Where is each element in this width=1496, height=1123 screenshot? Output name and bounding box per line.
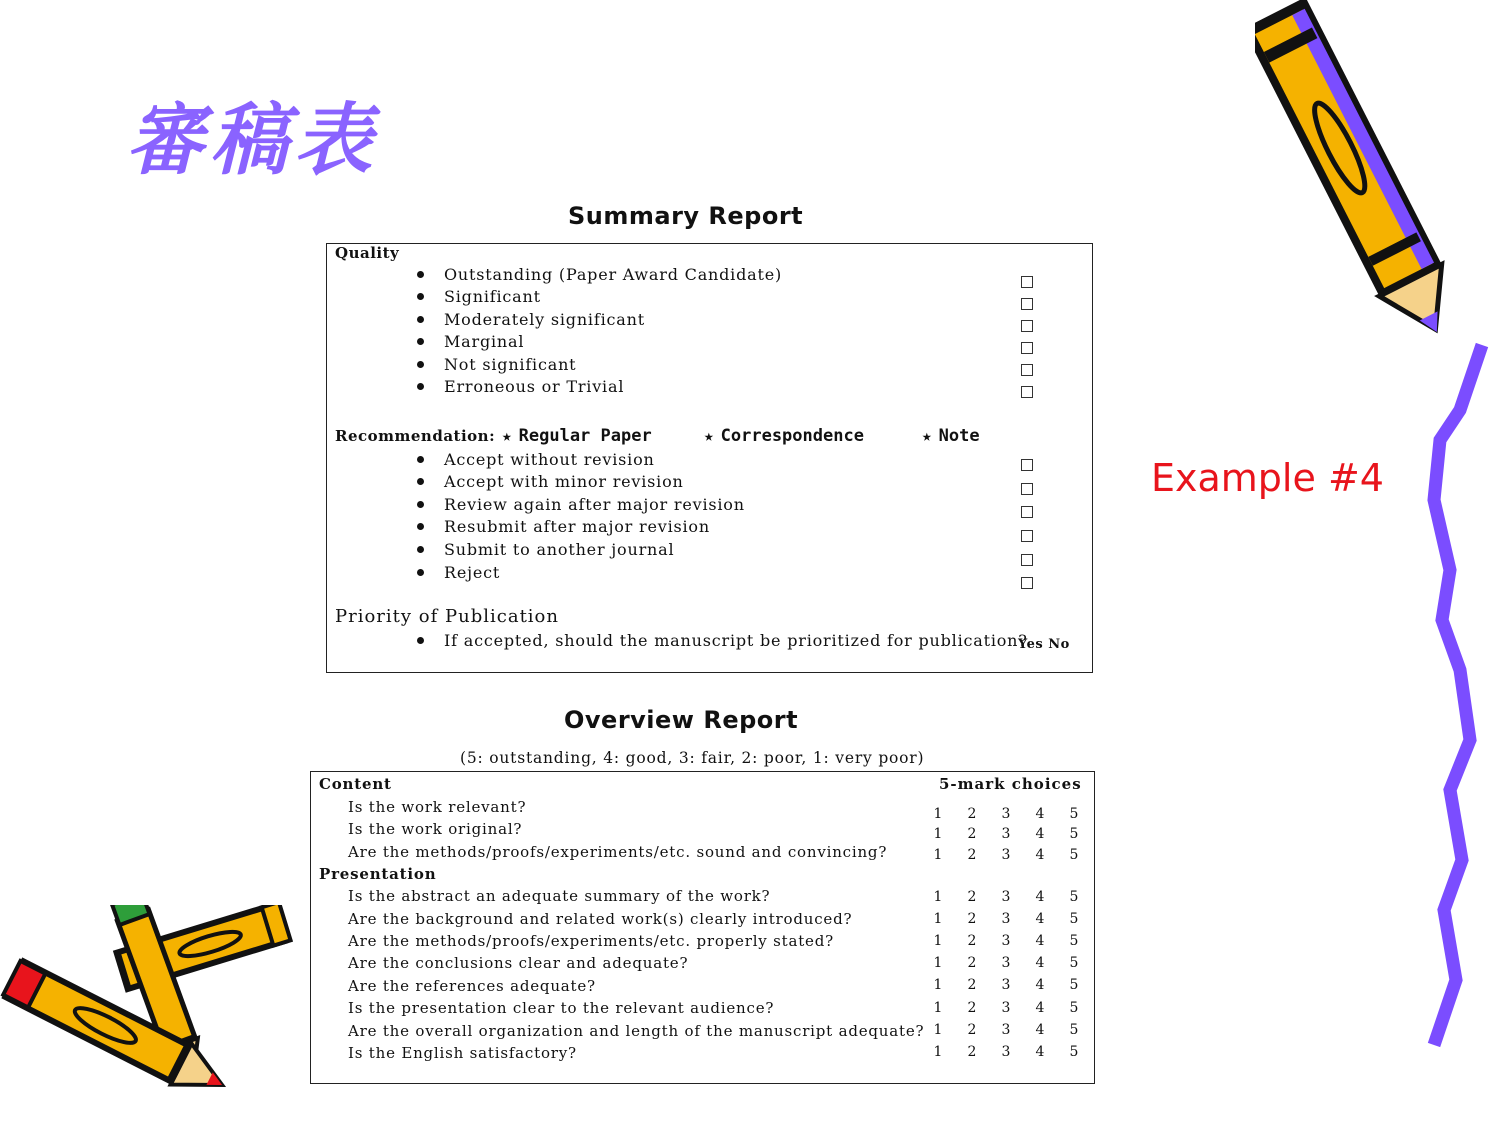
presentation-heading: Presentation — [319, 865, 437, 883]
rating-choices[interactable]: 1 2 3 4 5 — [933, 955, 1079, 971]
presentation-question: Are the overall organization and length of the manuscript adequate? — [348, 1022, 925, 1040]
quality-checkbox[interactable] — [1021, 386, 1033, 398]
bullet-icon — [417, 637, 424, 644]
rating-choices[interactable]: 1 2 3 4 5 — [933, 1044, 1079, 1060]
recommendation-item: Submit to another journal — [417, 540, 674, 559]
quality-item: Marginal — [417, 332, 524, 351]
presentation-question: Are the methods/proofs/experiments/etc. properly stated? — [348, 932, 834, 950]
recommendation-item: Resubmit after major revision — [417, 517, 710, 536]
quality-heading: Quality — [335, 244, 400, 262]
priority-heading: Priority of Publication — [335, 606, 559, 627]
summary-report-box — [326, 243, 1093, 673]
choices-heading: 5-mark choices — [939, 775, 1082, 793]
pencils-bottom-left-icon — [0, 905, 300, 1120]
bullet-icon — [417, 316, 424, 323]
priority-yes-no[interactable]: Yes No — [1018, 637, 1070, 652]
presentation-question: Is the English satisfactory? — [348, 1044, 577, 1062]
recommendation-checkbox[interactable] — [1021, 483, 1033, 495]
quality-item: Significant — [417, 287, 541, 306]
star-icon: ★ — [922, 426, 932, 445]
slide-title: 審稿表 — [126, 96, 379, 186]
overview-report-heading: Overview Report — [564, 706, 799, 734]
quality-item: Outstanding (Paper Award Candidate) — [417, 265, 782, 284]
recommendation-item: Review again after major revision — [417, 495, 745, 514]
overview-report-box — [310, 771, 1095, 1084]
rating-choices[interactable]: 1 2 3 4 5 — [933, 847, 1079, 863]
bullet-icon — [417, 361, 424, 368]
squiggle-line-icon — [1420, 340, 1496, 1060]
bullet-icon — [417, 523, 424, 530]
presentation-question: Is the abstract an adequate summary of the work? — [348, 887, 771, 905]
quality-checkbox[interactable] — [1021, 342, 1033, 354]
rating-choices[interactable]: 1 2 3 4 5 — [933, 889, 1079, 905]
bullet-icon — [417, 478, 424, 485]
recommendation-checkbox[interactable] — [1021, 530, 1033, 542]
rating-scale-legend: (5: outstanding, 4: good, 3: fair, 2: poor, 1: very poor) — [460, 749, 925, 767]
quality-item: Moderately significant — [417, 310, 645, 329]
bullet-icon — [417, 383, 424, 390]
recommendation-heading: Recommendation: — [335, 427, 496, 445]
rating-choices[interactable]: 1 2 3 4 5 — [933, 1000, 1079, 1016]
content-question: Is the work original? — [348, 820, 523, 838]
presentation-question: Is the presentation clear to the relevant audience? — [348, 999, 775, 1017]
recommendation-item: Accept with minor revision — [417, 472, 684, 491]
recommendation-item: Accept without revision — [417, 450, 655, 469]
summary-report-heading: Summary Report — [568, 202, 804, 230]
quality-checkbox[interactable] — [1021, 320, 1033, 332]
example-label: Example #4 — [1151, 456, 1384, 500]
bullet-icon — [417, 546, 424, 553]
rating-choices[interactable]: 1 2 3 4 5 — [933, 911, 1079, 927]
content-question: Is the work relevant? — [348, 798, 527, 816]
recommendation-checkbox[interactable] — [1021, 554, 1033, 566]
recommendation-checkbox[interactable] — [1021, 577, 1033, 589]
presentation-question: Are the references adequate? — [348, 977, 596, 995]
content-heading: Content — [319, 775, 392, 793]
quality-checkbox[interactable] — [1021, 298, 1033, 310]
star-icon: ★ — [704, 426, 714, 445]
priority-question: If accepted, should the manuscript be prioritized for publication? — [417, 631, 1028, 650]
recommendation-checkbox[interactable] — [1021, 459, 1033, 471]
bullet-icon — [417, 569, 424, 576]
recommendation-type: ★ Correspondence — [704, 426, 864, 446]
bullet-icon — [417, 293, 424, 300]
rating-choices[interactable]: 1 2 3 4 5 — [933, 933, 1079, 949]
rating-choices[interactable]: 1 2 3 4 5 — [933, 1022, 1079, 1038]
bullet-icon — [417, 271, 424, 278]
quality-item: Erroneous or Trivial — [417, 377, 624, 396]
bullet-icon — [417, 338, 424, 345]
quality-item: Not significant — [417, 355, 576, 374]
rating-choices[interactable]: 1 2 3 4 5 — [933, 826, 1079, 842]
star-icon: ★ — [502, 426, 512, 445]
quality-checkbox[interactable] — [1021, 364, 1033, 376]
pencil-top-right-icon — [1255, 0, 1475, 360]
recommendation-checkbox[interactable] — [1021, 506, 1033, 518]
recommendation-type: ★ Note — [922, 426, 980, 446]
quality-checkbox[interactable] — [1021, 276, 1033, 288]
recommendation-item: Reject — [417, 563, 500, 582]
presentation-question: Are the conclusions clear and adequate? — [348, 954, 689, 972]
rating-choices[interactable]: 1 2 3 4 5 — [933, 977, 1079, 993]
presentation-question: Are the background and related work(s) clearly introduced? — [348, 910, 853, 928]
bullet-icon — [417, 501, 424, 508]
rating-choices[interactable]: 1 2 3 4 5 — [933, 806, 1079, 822]
content-question: Are the methods/proofs/experiments/etc. sound and convincing? — [348, 843, 888, 861]
bullet-icon — [417, 456, 424, 463]
recommendation-type: ★ Regular Paper — [502, 426, 652, 446]
